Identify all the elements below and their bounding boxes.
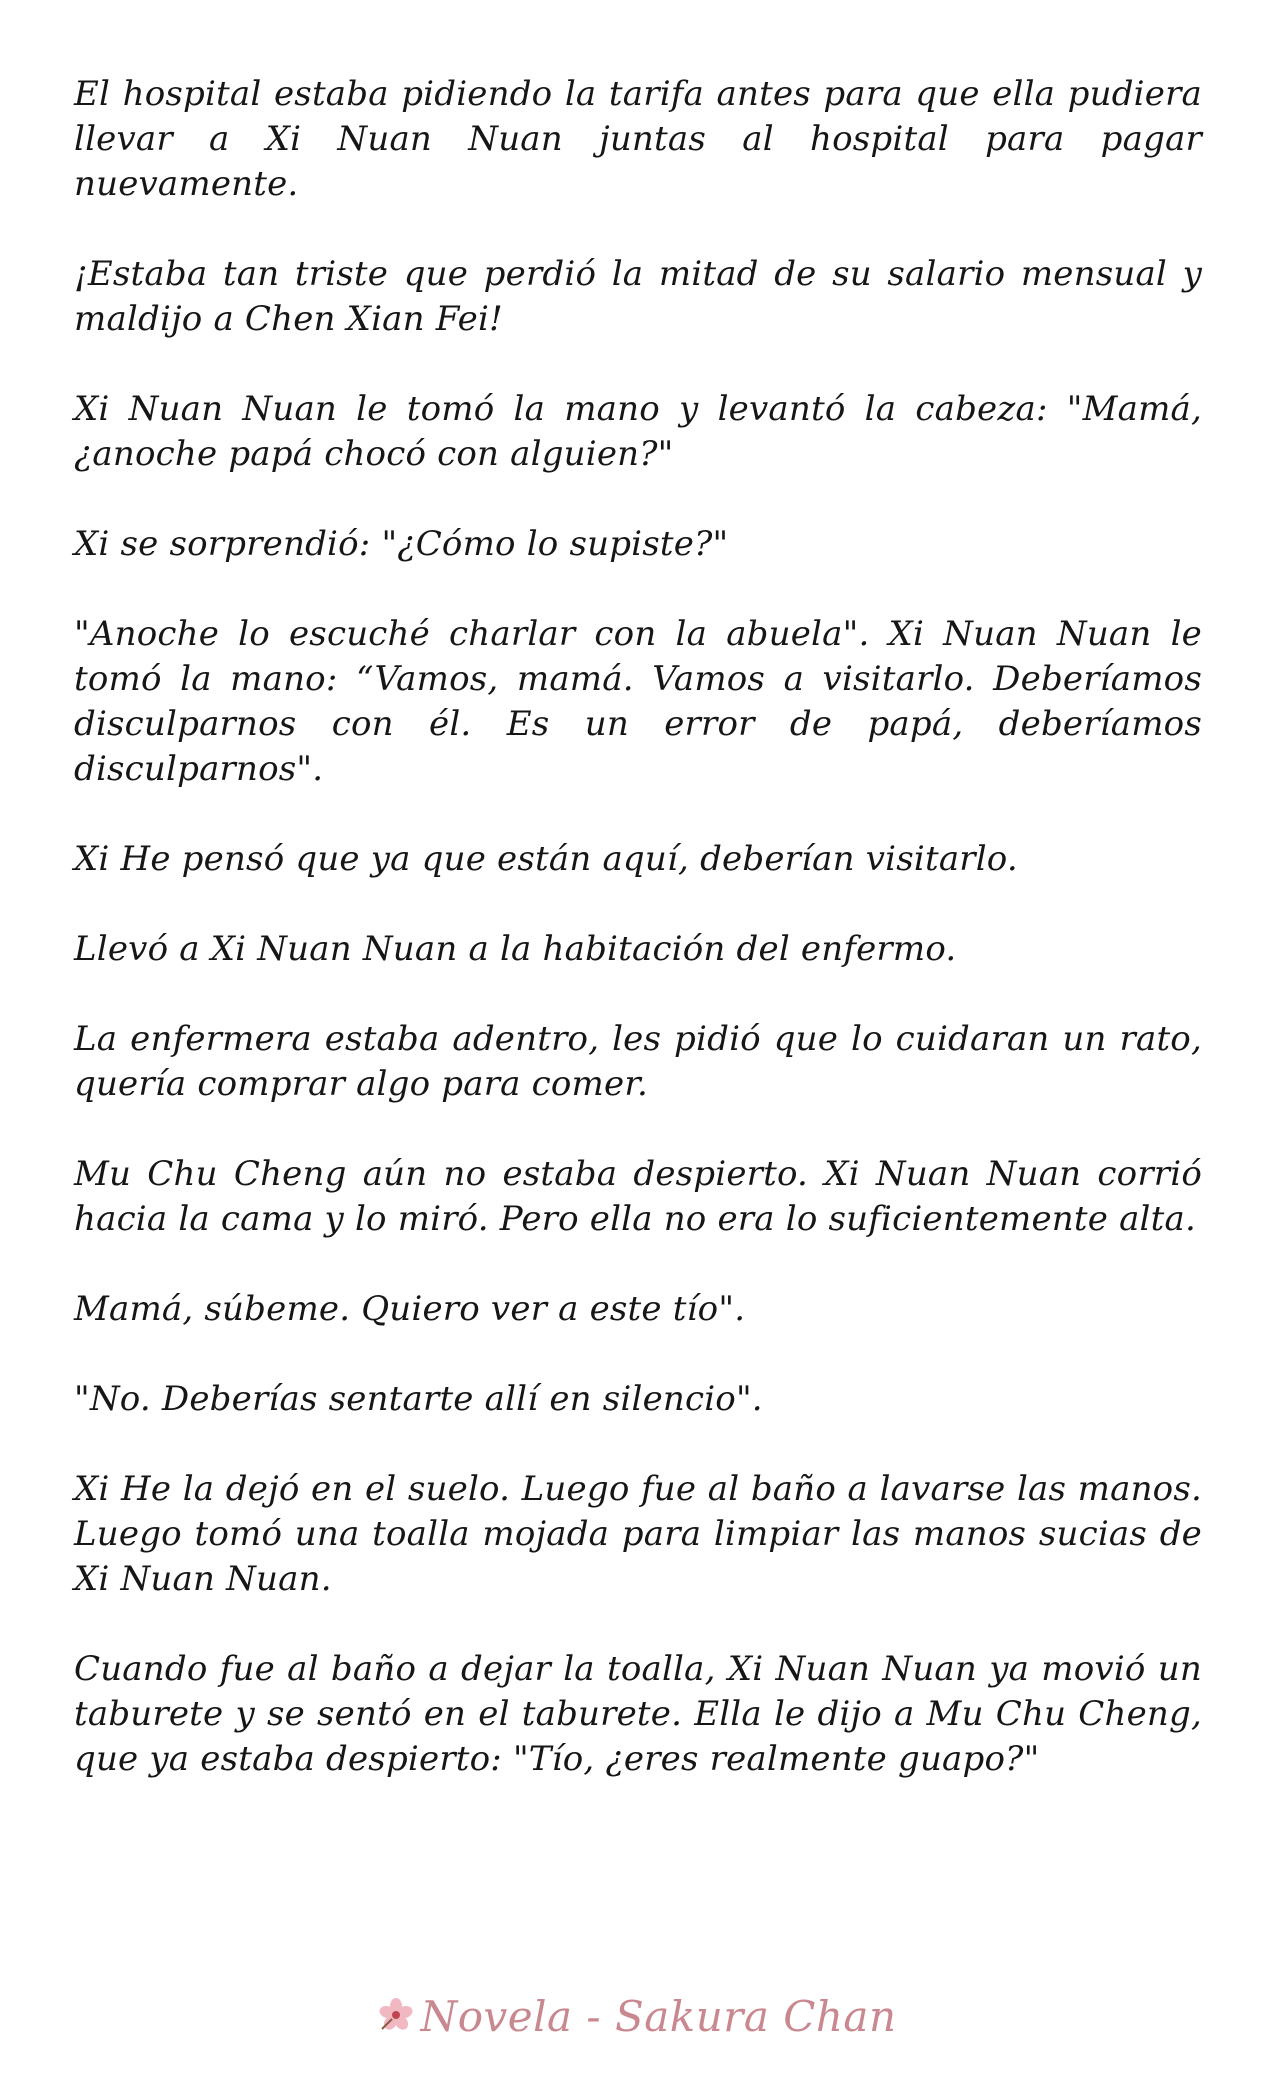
paragraph: Cuando fue al baño a dejar la toalla, Xi Nuan Nuan ya movió un taburete y se sentó en el taburete. Ella le dijo a Mu Chu Cheng, que ya estaba despierto: "Tío, ¿eres realmente guapo?" bbox=[74, 1649, 1202, 1779]
paragraph: Llevó a Xi Nuan Nuan a la habitación del enfermo. bbox=[74, 929, 957, 969]
footer-text: Novela - Sakura Chan bbox=[420, 1992, 897, 2041]
paragraph: Mu Chu Cheng aún no estaba despierto. Xi Nuan Nuan corrió hacia la cama y lo miró. Pero ella no era lo suficientemente alta. bbox=[74, 1154, 1202, 1239]
watermark-footer bbox=[0, 1992, 1275, 2041]
paragraph: Xi se sorprendió: "¿Cómo lo supiste?" bbox=[74, 524, 729, 564]
chapter-text bbox=[74, 72, 1202, 1827]
paragraph: "Anoche lo escuché charlar con la abuela". Xi Nuan Nuan le tomó la mano: “Vamos, mamá. Vamos a visitarlo. Deberíamos disculparnos con él. Es un error de papá, deberíamos disculparnos". bbox=[74, 614, 1202, 789]
paragraph: La enfermera estaba adentro, les pidió que lo cuidaran un rato, quería comprar algo para comer. bbox=[74, 1019, 1202, 1104]
paragraph: "No. Deberías sentarte allí en silencio". bbox=[74, 1379, 763, 1419]
paragraph: Xi He la dejó en el suelo. Luego fue al baño a lavarse las manos. Luego tomó una toalla mojada para limpiar las manos sucias de Xi Nuan Nuan. bbox=[74, 1469, 1202, 1599]
paragraph: Xi He pensó que ya que están aquí, deberían visitarlo. bbox=[74, 839, 1018, 879]
sakura-flower-icon bbox=[378, 1994, 414, 2030]
paragraph: Xi Nuan Nuan le tomó la mano y levantó la cabeza: "Mamá, ¿anoche papá chocó con alguien?" bbox=[74, 389, 1202, 474]
paragraph: El hospital estaba pidiendo la tarifa antes para que ella pudiera llevar a Xi Nuan Nuan juntas al hospital para pagar nuevamente. bbox=[74, 74, 1202, 204]
paragraph: Mamá, súbeme. Quiero ver a este tío". bbox=[74, 1289, 746, 1329]
paragraph: ¡Estaba tan triste que perdió la mitad de su salario mensual y maldijo a Chen Xian Fei! bbox=[74, 254, 1202, 339]
